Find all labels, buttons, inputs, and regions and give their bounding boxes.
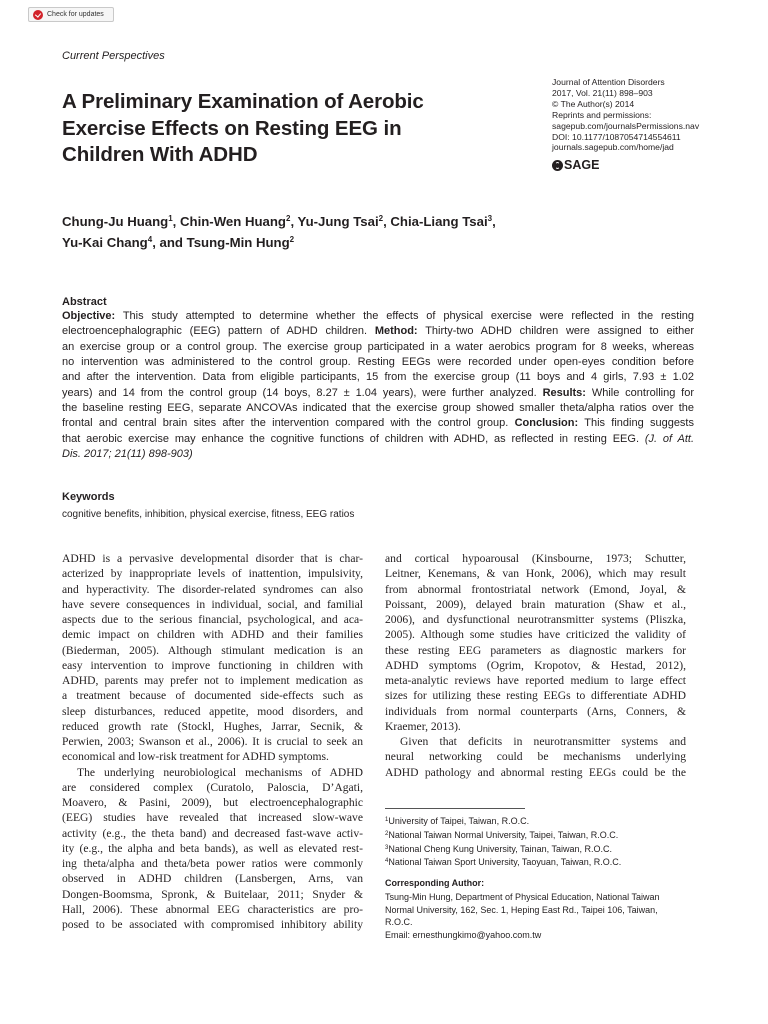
author-name: Yu-Jung Tsai (297, 214, 379, 229)
affiliation-text: University of Taipei, Taiwan, R.O.C. (388, 816, 530, 826)
author-affiliation-mark: 2 (289, 235, 295, 244)
abstract-text-run: This finding suggests (578, 417, 694, 430)
doi[interactable]: DOI: 10.1177/1087054714554611 (552, 131, 681, 142)
body-text-line: posed to be associated with compromised inhibitory ability (62, 918, 363, 931)
abstract-text (62, 309, 694, 462)
author-separator: , (172, 214, 180, 229)
reprints-label: Reprints and permissions: (552, 109, 652, 120)
abstract-line (62, 370, 694, 385)
abstract-text-run: and after the intervention. Data from eligible participants, 15 from the exercise group (11 boys and 4 girls, 7.93 ± 1.02 (62, 371, 694, 384)
body-text-line: Poissant, 2009), delayed brain maturation (Shaw et al., (385, 597, 686, 611)
title-line: Children With ADHD (62, 143, 258, 166)
author-name: Chung-Ju Huang (62, 214, 169, 229)
abstract-text-run: frontal and central brain sites after the intervention compared with the control group. (62, 417, 515, 430)
copyright: © The Author(s) 2014 (552, 98, 635, 109)
author-line (62, 211, 496, 232)
corresponding-line: Normal University, 162, Sec. 1, Heping East Rd., Taipei 106, Taiwan, (385, 904, 658, 915)
author-affiliation-mark: 4 (147, 235, 153, 244)
body-text-line: ADHD, parents may prefer not to implement medication as (62, 674, 363, 687)
abstract-text-run: that aerobic exercise may enhance the cognitive functions of children with ADHD, as reflected in resting EEG. (62, 432, 645, 445)
affiliations (385, 815, 621, 870)
body-text-line: are considered complex (Curatolo, Paloscia, D’Agati, (62, 780, 363, 794)
body-text-line: Perwien, 2003; Swanson et al., 2006). It is crucial to seek an (62, 735, 363, 748)
author-name: Chia-Liang Tsai (390, 214, 488, 229)
journal-name: Journal of Attention Disorders (552, 77, 665, 87)
body-text-line: ADHD is a pervasive developmental disorder that is char- (62, 552, 363, 565)
author-list (62, 211, 496, 253)
affiliation-mark: 2 (385, 830, 389, 837)
body-text-line: ing theta/alpha and theta/beta power ratios were commonly (62, 857, 363, 870)
body-text-line: Leitner, Kenemans, & van Honk, 2006), which may result (385, 567, 686, 581)
keywords-heading: Keywords (62, 491, 115, 503)
abstract-text-run: While controlling for (585, 386, 694, 399)
body-text-line: activity (e.g., the theta band) and decreased fast-wave activ- (62, 826, 363, 840)
body-text-line: individuals from normal counterparts (Arns, Conners, & (385, 704, 686, 718)
abstract-text-run: Dis. 2017; 21(11) 898-903) (62, 448, 193, 461)
abstract-subheading: Method: (374, 325, 418, 338)
abstract-line (62, 355, 694, 370)
body-text-line: a treatment because of documented side-effects such as (62, 689, 363, 703)
body-text-line: 2005). Although some studies have criticized the validity of (385, 628, 686, 642)
author-separator: , (290, 214, 298, 229)
body-text-line: have severe consequences in individual, social, and familial (62, 597, 363, 611)
body-text-line: neural networking could be mechanisms underlying (385, 750, 686, 764)
abstract-line (62, 447, 694, 462)
check-for-updates-badge[interactable] (28, 7, 114, 22)
affiliation-text: National Taiwan Normal University, Taipei, Taiwan, R.O.C. (388, 829, 619, 840)
abstract-text-run: Thirty-two ADHD children were assigned to either (417, 325, 694, 338)
corresponding-email[interactable]: Email: ernesthungkimo@yahoo.com.tw (385, 929, 542, 940)
body-text-line: meta-analytic reviews have reported medium to large effect (385, 674, 686, 687)
check-for-updates-label: Check for updates (47, 11, 104, 18)
affiliation-line (385, 829, 621, 843)
abstract-line (62, 401, 694, 416)
abstract-text-run: (J. of Att. (644, 432, 695, 445)
affiliation-text: National Cheng Kung University, Tainan, Taiwan, R.O.C. (388, 843, 612, 854)
corresponding-line: Tsung-Min Hung, Department of Physical Education, National Taiwan (385, 892, 660, 902)
journal-homepage-link[interactable]: journals.sagepub.com/home/jad (552, 142, 674, 153)
title-line: Exercise Effects on Resting EEG in (62, 116, 402, 140)
body-text-line: The underlying neurobiological mechanisms of ADHD (77, 765, 363, 779)
keywords-text: cognitive benefits, inhibition, physical exercise, fitness, EEG ratios (62, 509, 355, 520)
abstract-line (62, 416, 694, 431)
abstract-text-run: electroencephalographic (EEG) pattern of ADHD children. (62, 325, 375, 338)
affiliation-text: National Taiwan Sport University, Taoyuan, Taiwan, R.O.C. (388, 857, 622, 868)
body-text-line: demic impact on children with ADHD and their families (62, 628, 363, 642)
body-column-left (62, 551, 363, 932)
abstract-heading: Abstract (62, 296, 107, 308)
corresponding-author-heading: Corresponding Author: (385, 878, 485, 888)
affiliation-line (385, 815, 621, 829)
footnote-divider (385, 808, 525, 809)
abstract-text-run: years) and 14 from the control group (14 boys, 8.27 ± 1.04 years), were further analyzed. (62, 386, 543, 399)
body-text-line: sizes for utilizing these resting EEGs to differentiate ADHD (385, 689, 686, 703)
body-text-line: economical and low-risk treatment for ADHD symptoms. (62, 750, 329, 764)
body-text-line: observed in ADHD children (Lansbergen, Arns, van (62, 872, 363, 886)
body-text-line: ity (e.g., the alpha and beta bands), as well as elevated rest- (62, 841, 363, 855)
body-text-line: Hall, 2006). These abnormal EEG characteristics are pro- (62, 902, 363, 916)
publisher-name: SAGE (564, 158, 600, 172)
permissions-link[interactable]: sagepub.com/journalsPermissions.nav (552, 120, 700, 131)
abstract-text-run: This study attempted to determine whether the effects of physical exercise were reflected in the resting (115, 310, 694, 322)
author-name: Chin-Wen Huang (180, 214, 286, 229)
author-affiliation-mark: 1 (168, 214, 173, 223)
abstract-subheading: Objective: (62, 310, 116, 322)
body-text-line: sleep disturbances, reduced appetite, mood disorders, and (62, 704, 363, 718)
abstract-subheading: Conclusion: (514, 417, 579, 430)
journal-volume: 2017, Vol. 21(11) 898–903 (552, 87, 653, 98)
title-line: A Preliminary Examination of Aerobic (62, 90, 424, 113)
affiliation-line (385, 856, 621, 870)
affiliation-mark: 1 (385, 817, 389, 823)
author-separator: , and (152, 235, 187, 250)
author-affiliation-mark: 2 (378, 214, 384, 223)
author-separator: , (383, 214, 391, 229)
author-name: Tsung-Min Hung (186, 235, 290, 250)
affiliation-line (385, 843, 621, 857)
abstract-text-run: the baseline resting EEG, separate ANCOVAs indicated that the exercise group showed smaller theta/alpha ratios over the (62, 402, 694, 415)
section-label: Current Perspectives (62, 50, 165, 62)
body-text-line: these resting EEG parameters as diagnostic markers for (385, 643, 686, 657)
abstract-line (62, 324, 694, 339)
body-text-line: from abnormal frontostriatal network (Emond, Joyal, & (385, 582, 686, 596)
abstract-line (62, 340, 694, 355)
body-text-line: reduced growth rate (Stockl, Hughes, Jarrar, Secnik, & (62, 719, 363, 733)
abstract-line (62, 432, 694, 447)
body-text-line: Dongen-Boomsma, Spronk, & Buitelaar, 2011; Snyder & (62, 887, 363, 901)
abstract-text-run: an exercise group or a control group. The exercise group participated in a water aerobics program for 8 weeks, whereas (62, 340, 694, 353)
body-text-line: and hyperactivity. The disorder-related syndromes can also (62, 582, 363, 596)
body-text-line: Moavero, & Pasini, 2009), but electroencephalographic (62, 796, 363, 809)
body-text-line: and cortical hypoarousal (Kinsbourne, 1973; Schutter, (385, 552, 686, 565)
abstract-text-run: no intervention was administered to the control group. Resting EEGs were recorded under open-eyes condition before (62, 356, 694, 369)
article-title (62, 89, 532, 169)
check-updates-icon (33, 10, 43, 20)
body-text-line: acterized by inappropriate levels of inattention, impulsivity, (62, 567, 363, 581)
body-text-line: Given that deficits in neurotransmitter systems and (400, 735, 686, 748)
author-affiliation-mark: 3 (487, 214, 493, 223)
body-text-line: Kraemer, 2013). (385, 719, 461, 733)
corresponding-line: R.O.C. (385, 917, 413, 928)
body-text-line: (Biederman, 2005). Although stimulant medication is an (62, 643, 363, 657)
body-text-line: (EEG) studies have revealed that increased slow-wave (62, 811, 363, 825)
journal-info (552, 77, 699, 153)
body-text-line: ADHD pathology and abnormal resting EEGs could be the (385, 765, 686, 779)
author-line (62, 232, 496, 253)
abstract-subheading: Results: (542, 386, 586, 399)
corresponding-author-details (385, 891, 659, 941)
affiliation-mark: 3 (385, 844, 389, 851)
body-text-line: easy intervention to improve functioning in children with (62, 658, 363, 672)
publisher-logo (552, 158, 599, 172)
body-text-line: aspects due to the serious financial, psychological, and aca- (62, 613, 363, 626)
abstract-line (62, 309, 694, 324)
author-name: Yu-Kai Chang (62, 235, 148, 250)
body-column-right (385, 551, 686, 780)
author-affiliation-mark: 2 (285, 214, 291, 223)
affiliation-mark: 4 (385, 858, 389, 865)
author-separator: , (492, 214, 496, 229)
abstract-line (62, 386, 694, 401)
body-text-line: ADHD symptoms (Ogrim, Kropotov, & Hestad, 2012), (385, 658, 686, 672)
body-text-line: 2006), and dysfunctional neurotransmitter systems (Pliszka, (385, 613, 686, 626)
sage-logo-icon (552, 160, 563, 171)
